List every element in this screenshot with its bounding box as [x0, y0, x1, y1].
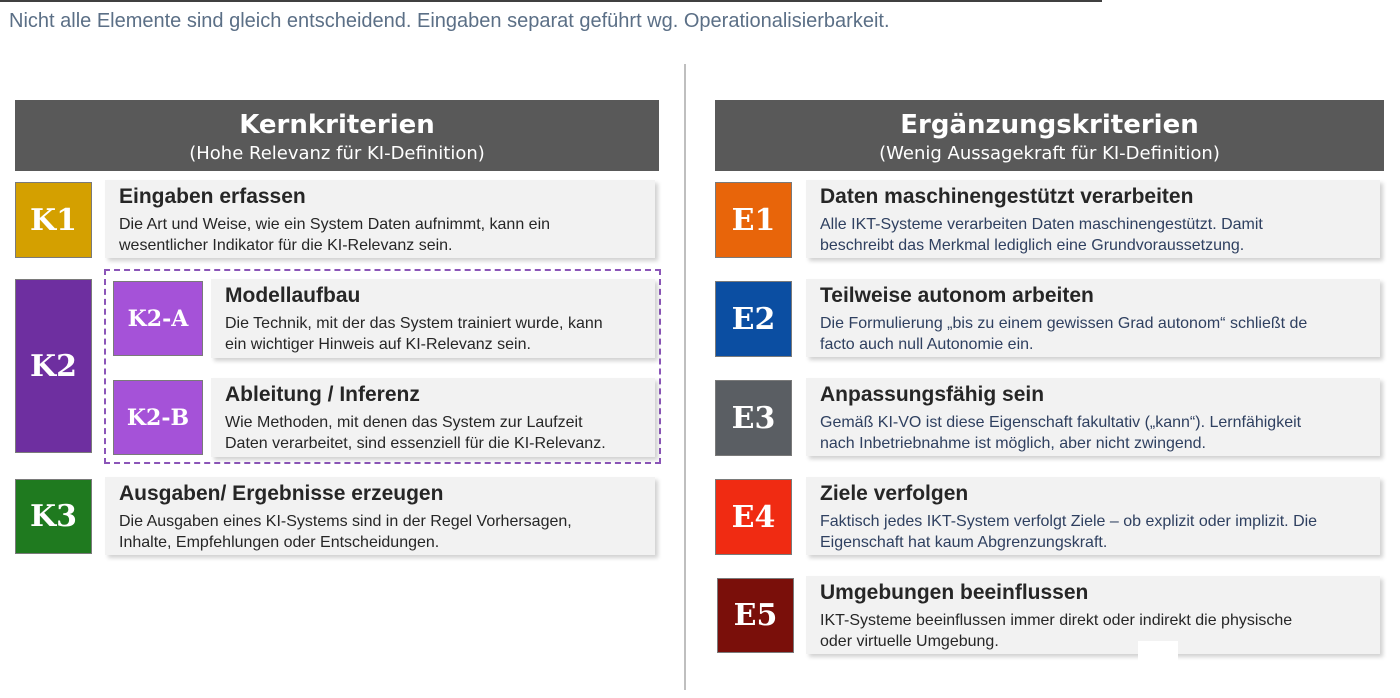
badge-k1-code: K1 [30, 202, 77, 238]
card-e1-desc-line1: Alle IKT-Systeme verarbeiten Daten maschinengestützt. Damit [820, 216, 1263, 233]
card-e3-title: Anpassungsfähig sein [820, 383, 1045, 406]
card-e1-title: Daten maschinengestützt verarbeiten [820, 185, 1194, 208]
card-k1-desc-line1: Die Art und Weise, wie ein System Daten aufnimmt, kann ein [119, 216, 551, 233]
card-k1-title: Eingaben erfassen [119, 185, 306, 208]
badge-e5-code: E5 [733, 598, 778, 633]
card-k1-desc-line2: wesentlicher Indikator für die KI-Relevanz sein. [119, 237, 453, 254]
card-k3 [105, 477, 655, 555]
left-header [15, 100, 659, 171]
left-header-subtitle: (Hohe Relevanz für KI-Definition) [189, 143, 485, 164]
page-subtitle: Nicht alle Elemente sind gleich entscheidend. Eingaben separat geführt wg. Operationalisierbarkeit. [9, 10, 890, 32]
badge-e2-code: E2 [731, 301, 776, 337]
card-k2b [211, 378, 655, 457]
card-e4-desc-line2: Eigenschaft hat kaum Abgrenzungskraft. [820, 534, 1108, 551]
card-e1 [806, 180, 1380, 258]
card-e2 [806, 279, 1380, 357]
badge-k2 [15, 279, 92, 453]
badge-k2a-code: K2-A [127, 305, 189, 332]
badge-k2a [113, 281, 203, 356]
left-header-title: Kernkriterien [239, 110, 435, 140]
card-k1 [105, 180, 655, 258]
card-k3-title: Ausgaben/ Ergebnisse erzeugen [119, 482, 444, 505]
badge-e2 [715, 281, 792, 357]
card-k2a-desc-line2: ein wichtiger Hinweis auf KI-Relevanz sein. [225, 336, 531, 353]
card-e4 [806, 477, 1380, 555]
card-e2-desc-line1: Die Formulierung „bis zu einem gewissen Grad autonom“ schließt de [820, 315, 1308, 332]
card-e2-title: Teilweise autonom arbeiten [820, 284, 1094, 307]
card-k2a-desc-line1: Die Technik, mit der das System trainiert wurde, kann [225, 315, 603, 332]
card-e5-desc-line1: IKT-Systeme beeinflussen immer direkt oder indirekt die physische [820, 612, 1293, 629]
badge-k2b [113, 380, 203, 455]
card-k3-desc-line1: Die Ausgaben eines KI-Systems sind in der Regel Vorhersagen, [119, 513, 572, 530]
badge-k1 [15, 182, 92, 258]
badge-e4-code: E4 [731, 499, 776, 535]
badge-k3-code: K3 [30, 499, 77, 534]
card-e3-desc-line1: Gemäß KI-VO ist diese Eigenschaft fakultativ („kann“). Lernfähigkeit [820, 414, 1302, 431]
card-e5-desc-line2: oder virtuelle Umgebung. [820, 633, 999, 650]
card-e1-desc-line2: beschreibt das Merkmal lediglich eine Grundvoraussetzung. [820, 237, 1245, 254]
card-e2-desc-line2: facto auch null Autonomie ein. [820, 336, 1034, 353]
badge-k3 [15, 479, 92, 554]
card-k3-desc-line2: Inhalte, Empfehlungen oder Entscheidungen. [119, 534, 440, 551]
badge-e5 [717, 578, 794, 653]
card-e3 [806, 378, 1380, 456]
right-header-subtitle: (Wenig Aussagekraft für KI-Definition) [879, 143, 1220, 164]
badge-e1-code: E1 [731, 202, 776, 238]
card-k2b-desc-line1: Wie Methoden, mit denen das System zur Laufzeit [225, 414, 583, 431]
card-k2b-title: Ableitung / Inferenz [225, 383, 420, 406]
badge-k2-code: K2 [30, 348, 77, 384]
card-k2a [211, 279, 655, 358]
card-e5-corner-mask [1138, 641, 1178, 661]
right-header-title: Ergänzungskriterien [900, 110, 1199, 140]
card-e4-desc-line1: Faktisch jedes IKT-System verfolgt Ziele – ob explizit oder implizit. Die [820, 513, 1318, 530]
card-e3-desc-line2: nach Inbetriebnahme ist möglich, aber nicht zwingend. [820, 435, 1206, 452]
badge-e4 [715, 479, 792, 555]
card-k2b-desc-line2: Daten verarbeitet, sind essenziell für die KI-Relevanz. [225, 435, 606, 452]
badge-e1 [715, 182, 792, 258]
badge-e3-code: E3 [731, 400, 776, 436]
column-divider [684, 64, 686, 690]
badge-e3 [715, 380, 792, 456]
badge-k2b-code: K2-B [126, 404, 190, 431]
card-e5 [806, 576, 1380, 654]
card-e5-title: Umgebungen beeinflussen [820, 581, 1089, 604]
top-rule [0, 0, 1102, 2]
right-header [715, 100, 1384, 171]
card-k2a-title: Modellaufbau [225, 284, 361, 307]
card-e4-title: Ziele verfolgen [820, 482, 969, 505]
